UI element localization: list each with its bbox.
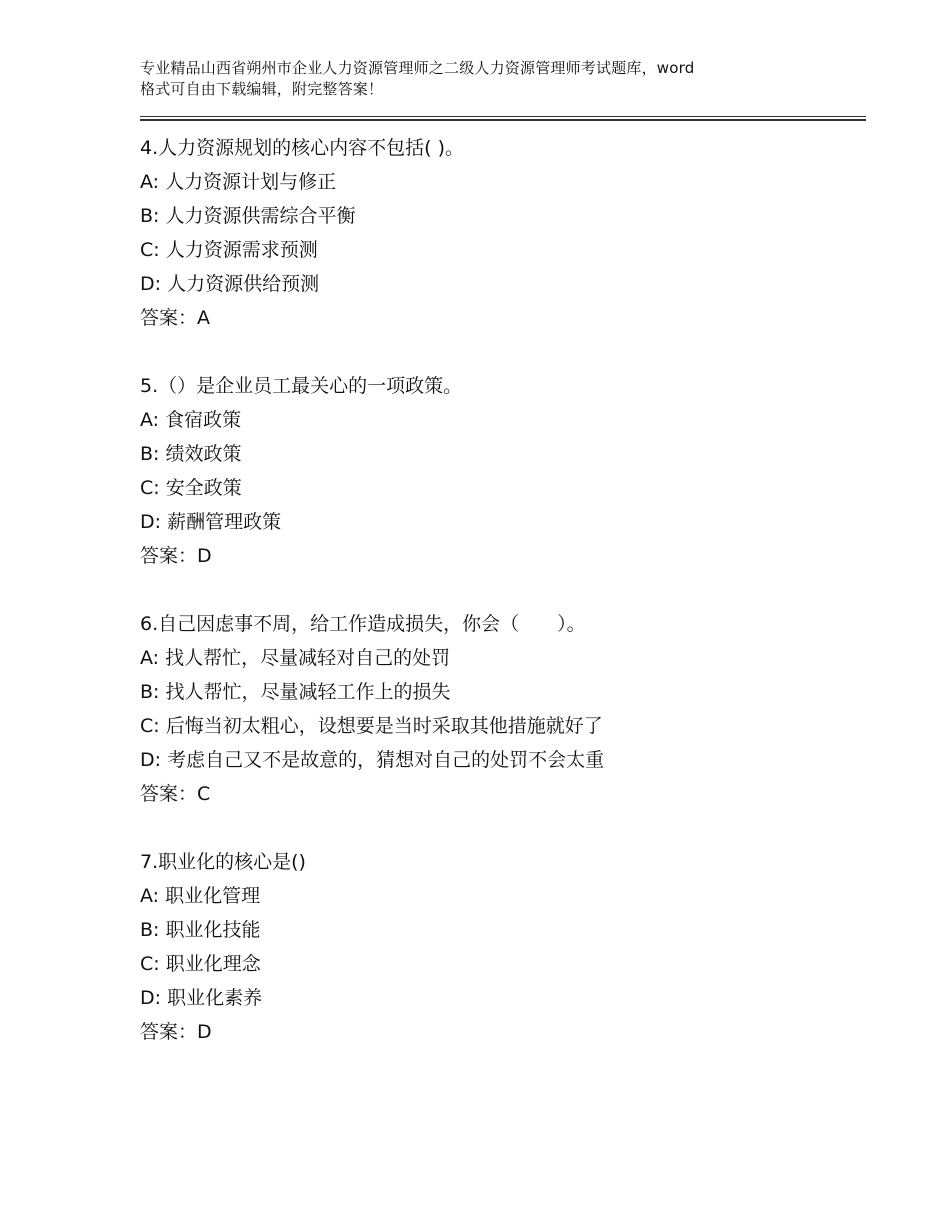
option-a: A: 食宿政策 <box>140 409 242 431</box>
header-divider-thick <box>140 119 866 121</box>
question-stem: 6.自己因虑事不周，给工作造成损失，你会（ ）。 <box>140 613 586 635</box>
option-a: A: 找人帮忙，尽量减轻对自己的处罚 <box>140 647 451 669</box>
option-b: B: 人力资源供需综合平衡 <box>140 205 356 227</box>
option-d: D: 考虑自己又不是故意的，猜想对自己的处罚不会太重 <box>140 749 605 771</box>
question-block-4 <box>140 131 866 335</box>
document-page <box>140 58 866 1049</box>
option-b: B: 绩效政策 <box>140 443 242 465</box>
question-block-7 <box>140 845 866 1049</box>
question-block-5 <box>140 369 866 573</box>
option-d: D: 人力资源供给预测 <box>140 273 320 295</box>
answer-line: 答案：D <box>140 1021 212 1043</box>
option-d: D: 职业化素养 <box>140 987 263 1009</box>
option-d: D: 薪酬管理政策 <box>140 511 282 533</box>
question-stem: 5.（）是企业员工最关心的一项政策。 <box>140 375 463 397</box>
question-stem: 7.职业化的核心是() <box>140 851 306 873</box>
option-c: C: 职业化理念 <box>140 953 261 975</box>
option-b: B: 找人帮忙，尽量减轻工作上的损失 <box>140 681 451 703</box>
option-c: C: 安全政策 <box>140 477 242 499</box>
option-c: C: 人力资源需求预测 <box>140 239 318 261</box>
document-header: 专业精品山西省朔州市企业人力资源管理师之二级人力资源管理师考试题库，word 格式可自由下载编辑，附完整答案！ <box>140 59 695 98</box>
header-divider <box>140 116 866 121</box>
answer-line: 答案：D <box>140 545 212 567</box>
question-stem: 4.人力资源规划的核心内容不包括( )。 <box>140 137 464 159</box>
option-c: C: 后悔当初太粗心，设想要是当时采取其他措施就好了 <box>140 715 603 737</box>
option-b: B: 职业化技能 <box>140 919 261 941</box>
header-divider-thin <box>140 116 866 117</box>
answer-line: 答案：A <box>140 307 210 329</box>
answer-line: 答案：C <box>140 783 211 805</box>
question-block-6 <box>140 607 866 811</box>
option-a: A: 人力资源计划与修正 <box>140 171 337 193</box>
option-a: A: 职业化管理 <box>140 885 261 907</box>
